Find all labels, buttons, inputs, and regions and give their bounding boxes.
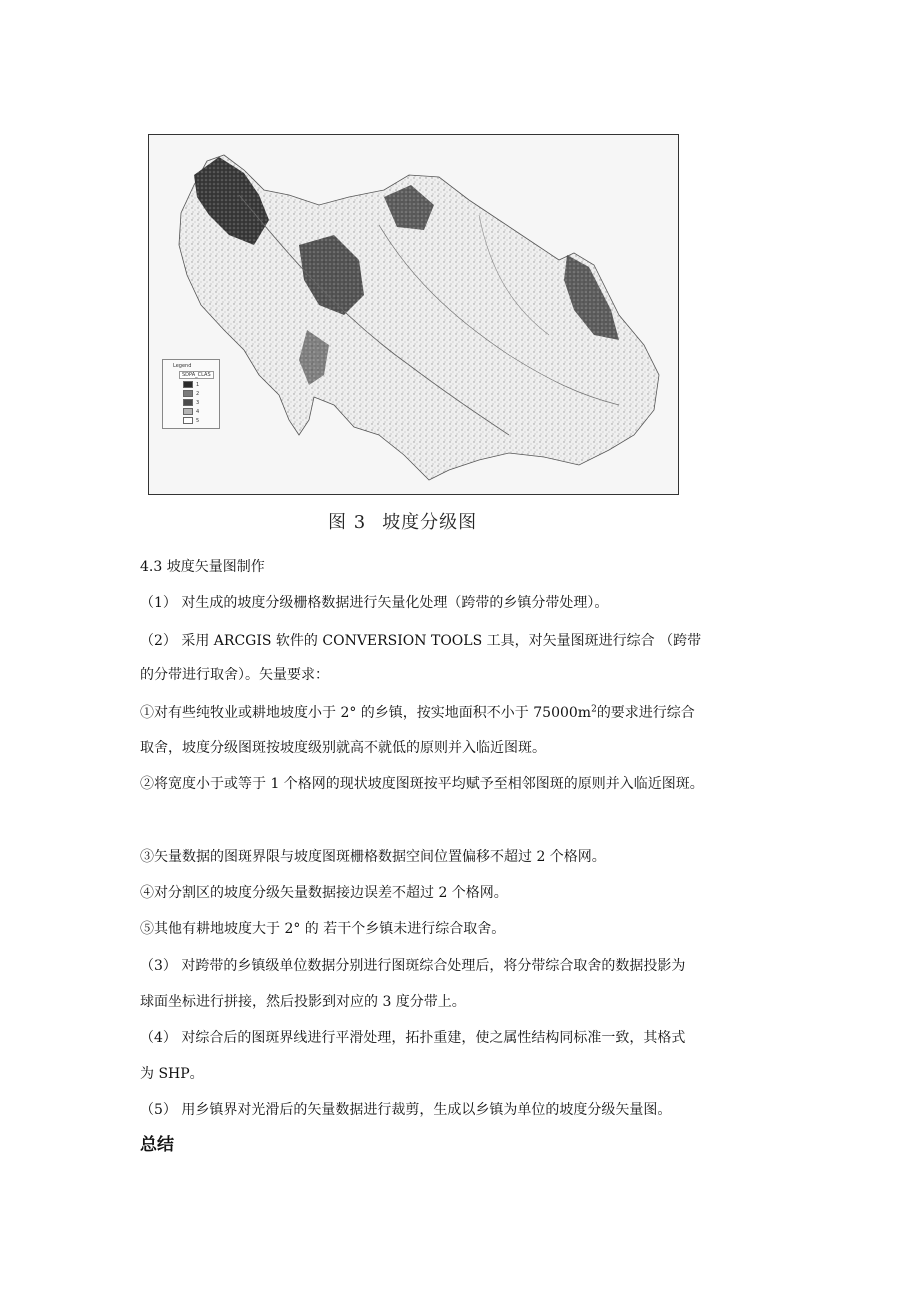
figure-number: 图 3 [328, 512, 367, 533]
legend-swatch [183, 408, 193, 415]
paragraph-4-line-2: 为 SHP。 [140, 1066, 204, 1082]
figure-title: 坡度分级图 [382, 512, 478, 533]
paragraph-1: （1） 对生成的坡度分级栅格数据进行矢量化处理（跨带的乡镇分带处理）。 [140, 595, 609, 611]
legend-title: Legend [173, 363, 192, 369]
paragraph-5: （5） 用乡镇界对光滑后的矢量数据进行裁剪，生成以乡镇为单位的坡度分级矢量图。 [140, 1102, 672, 1118]
legend-swatch [183, 399, 193, 406]
paragraph-3-line-2: 球面坐标进行拼接，然后投影到对应的 3 度分带上。 [140, 994, 466, 1010]
legend-swatch [183, 381, 193, 388]
slope-classification-map [148, 134, 679, 495]
paragraph-4-line-1: （4） 对综合后的图斑界线进行平滑处理，拓扑重建，使之属性结构同标准一致，其格式 [140, 1030, 686, 1046]
paragraph-2-line-1: （2） 采用 ARCGIS 软件的 CONVERSION TOOLS 工具，对矢量图斑进行综合 （跨带 [140, 633, 702, 649]
legend-item [183, 381, 199, 388]
legend-item [183, 417, 199, 424]
map-legend [162, 359, 220, 429]
legend-label: 1 [196, 381, 200, 388]
legend-label: 3 [196, 399, 200, 406]
legend-swatch [183, 417, 193, 424]
legend-swatch [183, 390, 193, 397]
requirement-1-line-1: ①对有些纯牧业或耕地坡度小于 2° 的乡镇，按实地面积不小于 $75000m^2$的要求进行综合 [140, 704, 695, 721]
summary-heading: 总结 [140, 1135, 174, 1155]
legend-item [183, 390, 199, 397]
legend-label: 2 [196, 390, 200, 397]
figure-caption [328, 508, 477, 534]
requirement-5: ⑤其他有耕地坡度大于 2° 的 若干个乡镇未进行综合取舍。 [140, 921, 506, 937]
requirement-1-line-2: 取舍，坡度分级图斑按坡度级别就高不就低的原则并入临近图斑。 [140, 740, 546, 756]
legend-label: 4 [196, 408, 200, 415]
requirement-3: ③矢量数据的图斑界限与坡度图斑栅格数据空间位置偏移不超过 2 个格网。 [140, 849, 606, 865]
legend-item [183, 408, 199, 415]
legend-item [183, 399, 199, 406]
paragraph-3-line-1: （3） 对跨带的乡镇级单位数据分别进行图斑综合处理后，将分带综合取舍的数据投影为 [140, 958, 686, 974]
legend-layer-name: SDPA_CLAS [179, 371, 214, 379]
map-graphic [149, 135, 679, 495]
requirement-4: ④对分割区的坡度分级矢量数据接边误差不超过 2 个格网。 [140, 885, 508, 901]
section-title: 4.3 坡度矢量图制作 [140, 559, 265, 575]
requirement-2: ②将宽度小于或等于 1 个格网的现状坡度图斑按平均赋予至相邻图斑的原则并入临近图斑。 [140, 776, 704, 792]
legend-label: 5 [196, 417, 200, 424]
paragraph-2-line-2: 的分带进行取舍）。矢量要求： [140, 667, 329, 683]
